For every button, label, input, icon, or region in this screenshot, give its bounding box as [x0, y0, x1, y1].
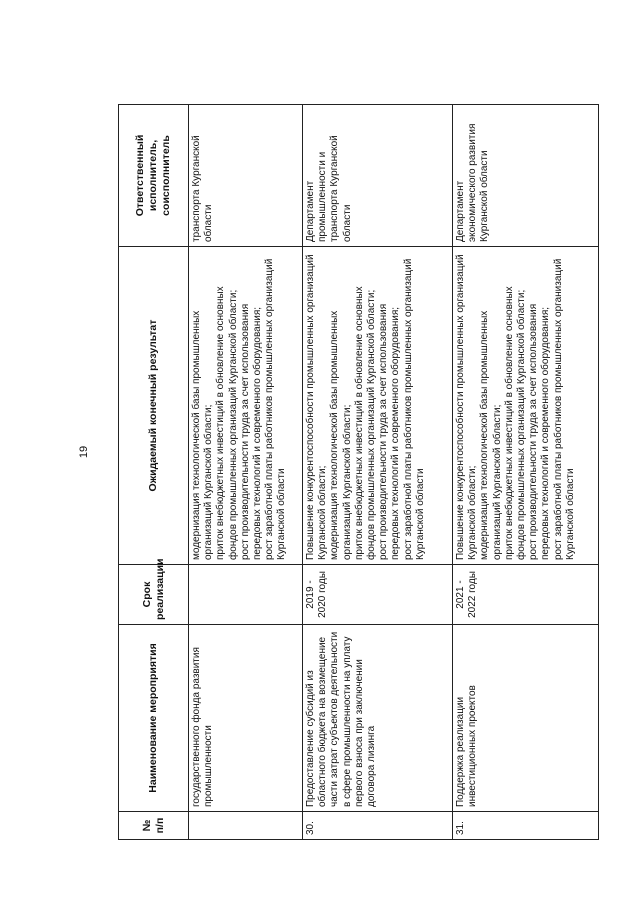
- row-name: государственного фонда развития промышленности: [189, 625, 303, 812]
- row-name: Поддержка реализации инвестиционных проектов: [453, 625, 599, 812]
- row-name: Предоставление субсидий из областного бюджета на возмещение части затрат субъектов деятельности в сфере промышленности на уплату первого взноса при заключении договора лизинга: [303, 625, 453, 812]
- result-line: Повышение конкурентоспособности промышленных организаций Курганской области;: [305, 254, 329, 560]
- header-num: № п/п: [119, 812, 189, 840]
- row-responsible: Департамент промышленности и транспорта Курганской области: [303, 105, 453, 247]
- row-responsible: Департамент экономического развития Курганской области: [453, 105, 599, 247]
- row-result: [189, 247, 303, 565]
- table-row: [303, 105, 453, 840]
- row-num: 31.: [453, 812, 599, 840]
- page-number: 19: [78, 445, 90, 459]
- row-num: [189, 812, 303, 840]
- header-term: Срок реализации: [119, 565, 189, 625]
- table-row: [453, 105, 599, 840]
- result-line: рост производительности труда за счет использования передовых технологий и современного оборудования;: [528, 303, 552, 560]
- row-result: [303, 247, 453, 565]
- result-line: приток внебюджетных инвестиций в обновление основных фондов промышленных организаций Курганской области;: [503, 286, 527, 560]
- result-line: приток внебюджетных инвестиций в обновление основных фондов промышленных организаций Курганской области;: [215, 286, 239, 560]
- row-num: 30.: [303, 812, 453, 840]
- result-line: рост заработной платы работников промышленных организаций Курганской области: [552, 258, 576, 560]
- result-line: рост производительности труда за счет использования передовых технологий и современного оборудования;: [239, 303, 263, 560]
- row-responsible: транспорта Курганской области: [189, 105, 303, 247]
- row-result: [453, 247, 599, 565]
- header-responsible: Ответственный исполнитель, соисполнитель: [119, 105, 189, 247]
- header-result: Ожидаемый конечный результат: [119, 247, 189, 565]
- result-line: модернизация технологической базы промышленных организаций Курганской области;: [191, 310, 215, 560]
- result-line: рост заработной платы работников промышленных организаций Курганской области: [264, 258, 288, 560]
- header-name: Наименование мероприятия: [119, 625, 189, 812]
- rotated-table-container: [118, 105, 576, 840]
- result-line: рост производительности труда за счет использования передовых технологий и современного оборудования;: [378, 303, 402, 560]
- table-header-row: [119, 105, 189, 840]
- row-term: 2019 - 2020 годы: [303, 565, 453, 625]
- result-line: Повышение конкурентоспособности промышленных организаций Курганской области;: [455, 254, 479, 560]
- result-line: модернизация технологической базы промышленных организаций Курганской области;: [329, 310, 353, 560]
- activities-table: [118, 104, 599, 840]
- table-row: [189, 105, 303, 840]
- result-line: рост заработной платы работников промышленных организаций Курганской области: [402, 258, 426, 560]
- result-line: модернизация технологической базы промышленных организаций Курганской области;: [479, 310, 503, 560]
- row-term: 2021 - 2022 годы: [453, 565, 599, 625]
- result-line: приток внебюджетных инвестиций в обновление основных фондов промышленных организаций Курганской области;: [353, 286, 377, 560]
- row-term: [189, 565, 303, 625]
